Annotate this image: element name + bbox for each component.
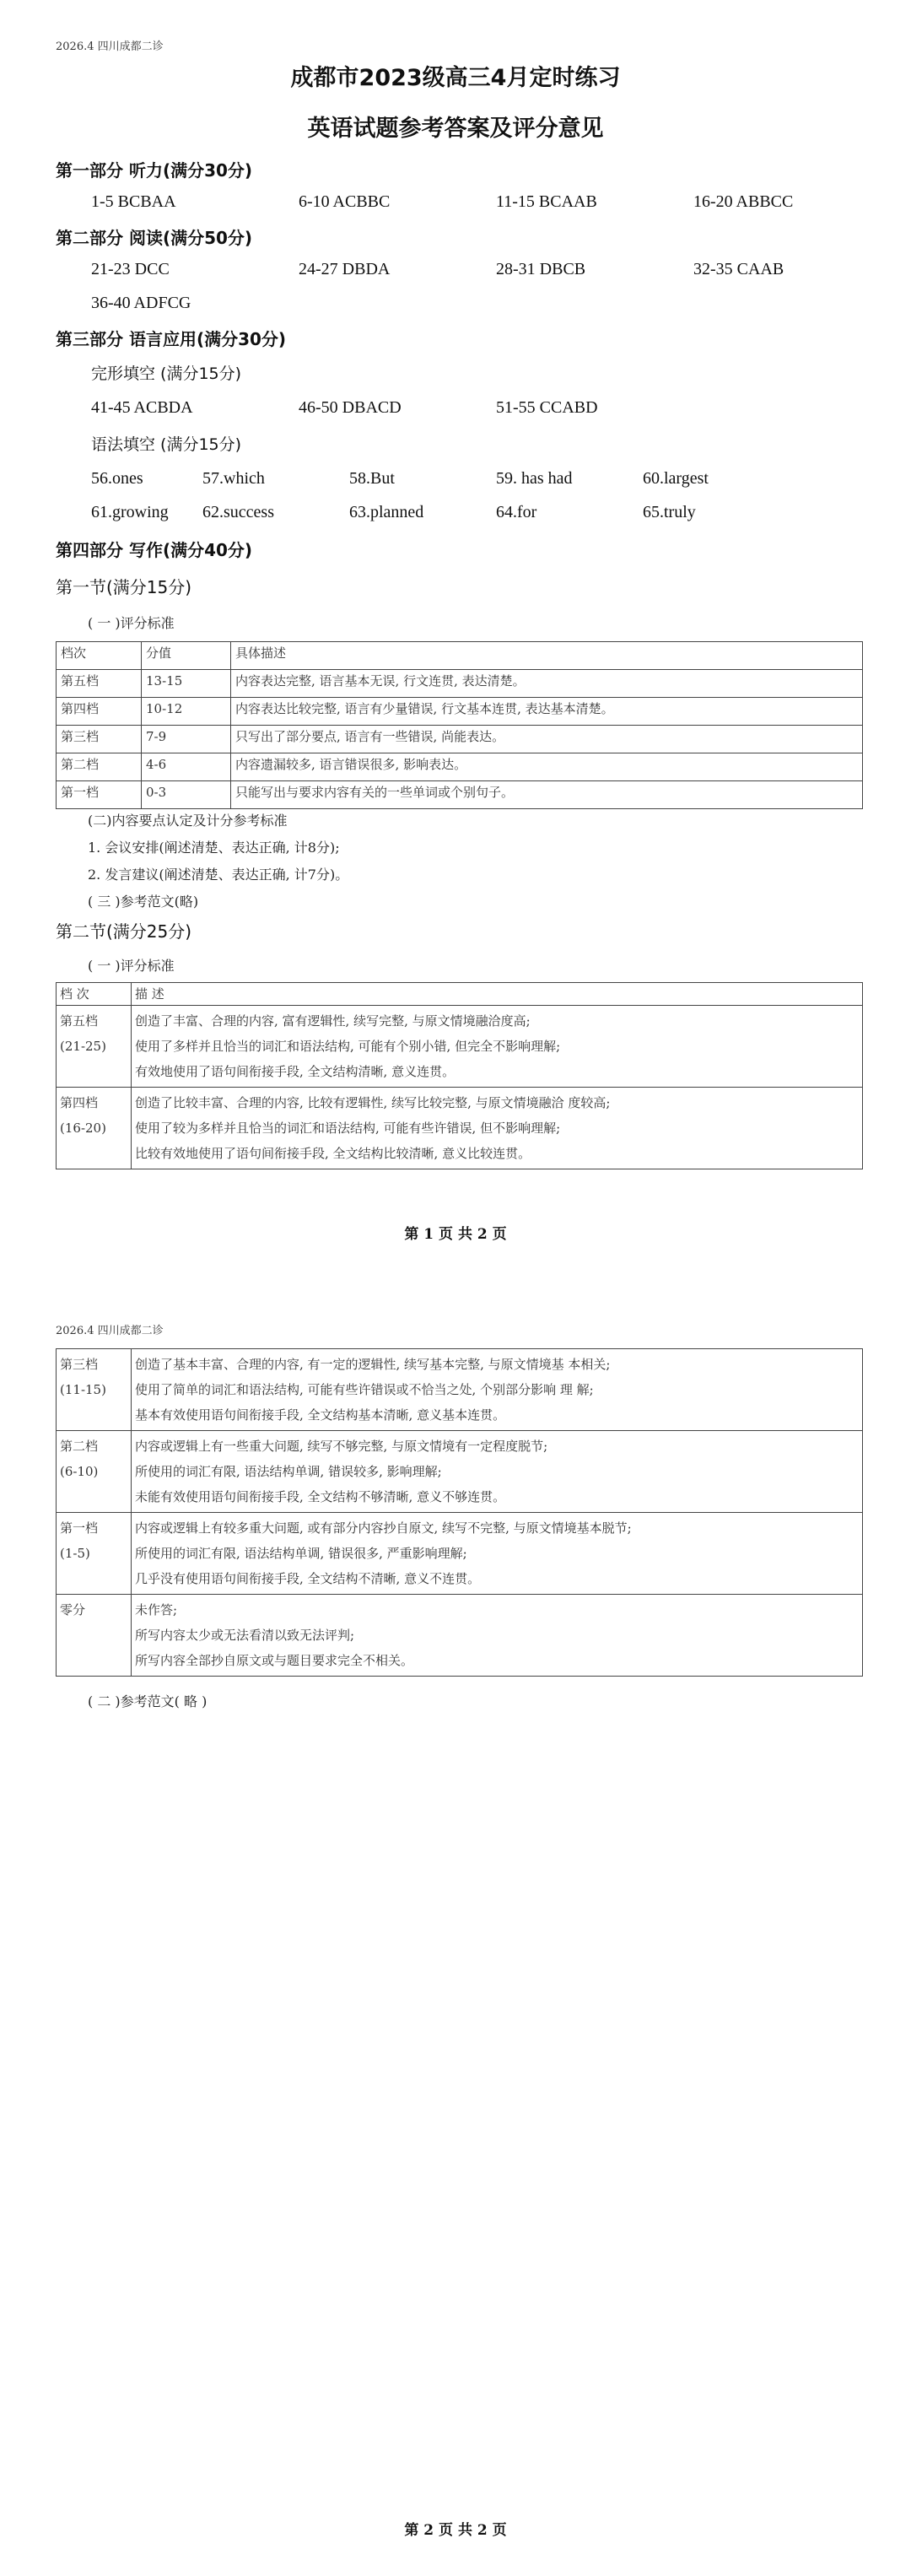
- answer-group: 6-10 ACBBC: [299, 192, 391, 211]
- answer-group: 46-50 DBACD: [299, 398, 402, 417]
- score-cell: 0-3: [142, 781, 231, 809]
- answer-group: 36-40 ADFCG: [91, 294, 191, 312]
- description-line: 有效地使用了语句间衔接手段, 全文结构清晰, 意义连贯。: [135, 1064, 456, 1079]
- grammar-answer: 56.ones: [91, 469, 143, 488]
- level-label: 第二档: [60, 1439, 99, 1454]
- part2-heading: 第二部分 阅读(满分50分): [56, 228, 253, 248]
- cloze-heading: 完形填空 (满分15分): [91, 365, 242, 383]
- level-cell: 第三档: [57, 726, 142, 753]
- description-line: 创造了比较丰富、合理的内容, 比较有逻辑性, 续写比较完整, 与原文情境融洽 度较高;: [135, 1095, 611, 1110]
- description-line: 内容或逻辑上有一些重大问题, 续写不够完整, 与原文情境有一定程度脱节;: [135, 1439, 548, 1454]
- description-cell: 内容遗漏较多, 语言错误很多, 影响表达。: [231, 753, 863, 781]
- description-line: 几乎没有使用语句间衔接手段, 全文结构不清晰, 意义不连贯。: [135, 1571, 481, 1586]
- table-row: [57, 753, 863, 781]
- level-label: 第三档: [60, 1357, 99, 1372]
- level-label: 第五档: [60, 1013, 99, 1029]
- page-subtitle: 英语试题参考答案及评分意见: [307, 116, 604, 142]
- description-line: 使用了较为多样并且恰当的词汇和语法结构, 可能有些许错误, 但不影响理解;: [135, 1121, 561, 1136]
- table-row: [57, 1595, 863, 1677]
- grammar-answer: 58.But: [349, 469, 395, 488]
- description-cell: 只写出了部分要点, 语言有一些错误, 尚能表达。: [231, 726, 863, 753]
- table-header-cell: 档次: [57, 642, 142, 670]
- answer-group: 32-35 CAAB: [693, 260, 784, 278]
- table-row: [57, 698, 863, 726]
- section2-heading: 第二节(满分25分): [56, 921, 192, 942]
- score-range: (21-25): [60, 1039, 106, 1054]
- answer-group: 16-20 ABBCC: [693, 192, 794, 211]
- grammar-answer: 62.success: [202, 503, 274, 521]
- description-line: 创造了基本丰富、合理的内容, 有一定的逻辑性, 续写基本完整, 与原文情境基 本相关;: [135, 1357, 611, 1372]
- score-cell: 10-12: [142, 698, 231, 726]
- answer-group: 28-31 DBCB: [496, 260, 586, 278]
- level-label: 第一档: [60, 1520, 99, 1536]
- criteria-heading: ( 一 )评分标准: [88, 958, 175, 974]
- level-label: 第四档: [60, 1095, 99, 1110]
- key-point: 1. 会议安排(阐述清楚、表达正确, 计8分);: [88, 840, 340, 856]
- description-line: 比较有效地使用了语句间衔接手段, 全文结构比较清晰, 意义比较连贯。: [135, 1146, 531, 1161]
- table-row: [57, 670, 863, 698]
- exam-tag: 2026.4 四川成都二诊: [56, 41, 164, 53]
- sample-heading: ( 三 )参考范文(略): [88, 894, 199, 910]
- description-cell: 内容表达完整, 语言基本无误, 行文连贯, 表达清楚。: [231, 670, 863, 698]
- score-cell: 7-9: [142, 726, 231, 753]
- table-header-cell: 描 述: [132, 983, 863, 1006]
- score-range: (11-15): [60, 1382, 106, 1397]
- score-range: (1-5): [60, 1546, 90, 1561]
- answer-group: 1-5 BCBAA: [91, 192, 176, 211]
- table-row: [57, 1006, 863, 1088]
- description-line: 所使用的词汇有限, 语法结构单调, 错误很多, 严重影响理解;: [135, 1546, 467, 1561]
- part1-heading: 第一部分 听力(满分30分): [56, 160, 253, 181]
- level-cell: 第二档: [57, 753, 142, 781]
- criteria-heading: ( 一 )评分标准: [88, 615, 175, 631]
- grammar-answer: 65.truly: [643, 503, 696, 521]
- key-point: 2. 发言建议(阐述清楚、表达正确, 计7分)。: [88, 867, 349, 883]
- page-footer: 第 2 页 共 2 页: [404, 2522, 507, 2539]
- description-line: 所写内容全部抄自原文或与题目要求完全不相关。: [135, 1653, 414, 1668]
- table-header-cell: 分值: [142, 642, 231, 670]
- key-points-heading: (二)内容要点认定及计分参考标准: [88, 813, 288, 829]
- answer-group: 11-15 BCAAB: [496, 192, 597, 211]
- score-cell: 4-6: [142, 753, 231, 781]
- grammar-answer: 64.for: [496, 503, 537, 521]
- answer-group: 21-23 DCC: [91, 260, 170, 278]
- level-cell: 第一档: [57, 781, 142, 809]
- grammar-answer: 57.which: [202, 469, 265, 488]
- section2-criteria-table-page1: [56, 982, 863, 1169]
- exam-tag: 2026.4 四川成都二诊: [56, 1325, 164, 1337]
- description-line: 使用了多样并且恰当的词汇和语法结构, 可能有个别小错, 但完全不影响理解;: [135, 1039, 561, 1054]
- grammar-answer: 61.growing: [91, 503, 169, 521]
- description-line: 所写内容太少或无法看清以致无法评判;: [135, 1628, 355, 1643]
- part3-heading: 第三部分 语言应用(满分30分): [56, 329, 287, 349]
- description-line: 使用了简单的词汇和语法结构, 可能有些许错误或不恰当之处, 个别部分影响 理 解;: [135, 1382, 594, 1397]
- table-header-row: [57, 983, 863, 1006]
- sample-heading: ( 二 )参考范文( 略 ): [88, 1693, 208, 1709]
- description-line: 所使用的词汇有限, 语法结构单调, 错误较多, 影响理解;: [135, 1464, 442, 1479]
- level-cell: 第四档: [57, 698, 142, 726]
- grammar-heading: 语法填空 (满分15分): [91, 435, 242, 454]
- grammar-answer: 63.planned: [349, 503, 424, 521]
- level-label: 零分: [60, 1602, 86, 1617]
- grammar-answer: 59. has had: [496, 469, 573, 488]
- table-header-cell: 档 次: [57, 983, 132, 1006]
- page-footer: 第 1 页 共 2 页: [404, 1226, 507, 1243]
- table-header-cell: 具体描述: [231, 642, 863, 670]
- part4-heading: 第四部分 写作(满分40分): [56, 540, 253, 560]
- table-row: [57, 1431, 863, 1513]
- level-cell: 第五档: [57, 670, 142, 698]
- score-cell: 13-15: [142, 670, 231, 698]
- description-line: 基本有效使用语句间衔接手段, 全文结构基本清晰, 意义基本连贯。: [135, 1407, 506, 1423]
- table-row: [57, 726, 863, 753]
- table-row: [57, 781, 863, 809]
- description-line: 未作答;: [135, 1602, 178, 1617]
- score-range: (16-20): [60, 1121, 106, 1136]
- table-row: [57, 1088, 863, 1169]
- page-title: 成都市2023级高三4月定时练习: [290, 65, 621, 91]
- answer-group: 41-45 ACBDA: [91, 398, 193, 417]
- table-header-row: [57, 642, 863, 670]
- description-cell: 只能写出与要求内容有关的一些单词或个别句子。: [231, 781, 863, 809]
- description-line: 创造了丰富、合理的内容, 富有逻辑性, 续写完整, 与原文情境融洽度高;: [135, 1013, 531, 1029]
- description-cell: 内容表达比较完整, 语言有少量错误, 行文基本连贯, 表达基本清楚。: [231, 698, 863, 726]
- answer-group: 51-55 CCABD: [496, 398, 598, 417]
- answer-group: 24-27 DBDA: [299, 260, 391, 278]
- description-line: 内容或逻辑上有较多重大问题, 或有部分内容抄自原文, 续写不完整, 与原文情境基本脱节;: [135, 1520, 632, 1536]
- grammar-answer: 60.largest: [643, 469, 709, 488]
- section1-criteria-table: [56, 641, 863, 809]
- section1-heading: 第一节(满分15分): [56, 577, 192, 597]
- description-line: 未能有效使用语句间衔接手段, 全文结构不够清晰, 意义不够连贯。: [135, 1489, 506, 1504]
- table-row: [57, 1513, 863, 1595]
- section2-criteria-table-page2: [56, 1348, 863, 1677]
- score-range: (6-10): [60, 1464, 99, 1479]
- table-row: [57, 1349, 863, 1431]
